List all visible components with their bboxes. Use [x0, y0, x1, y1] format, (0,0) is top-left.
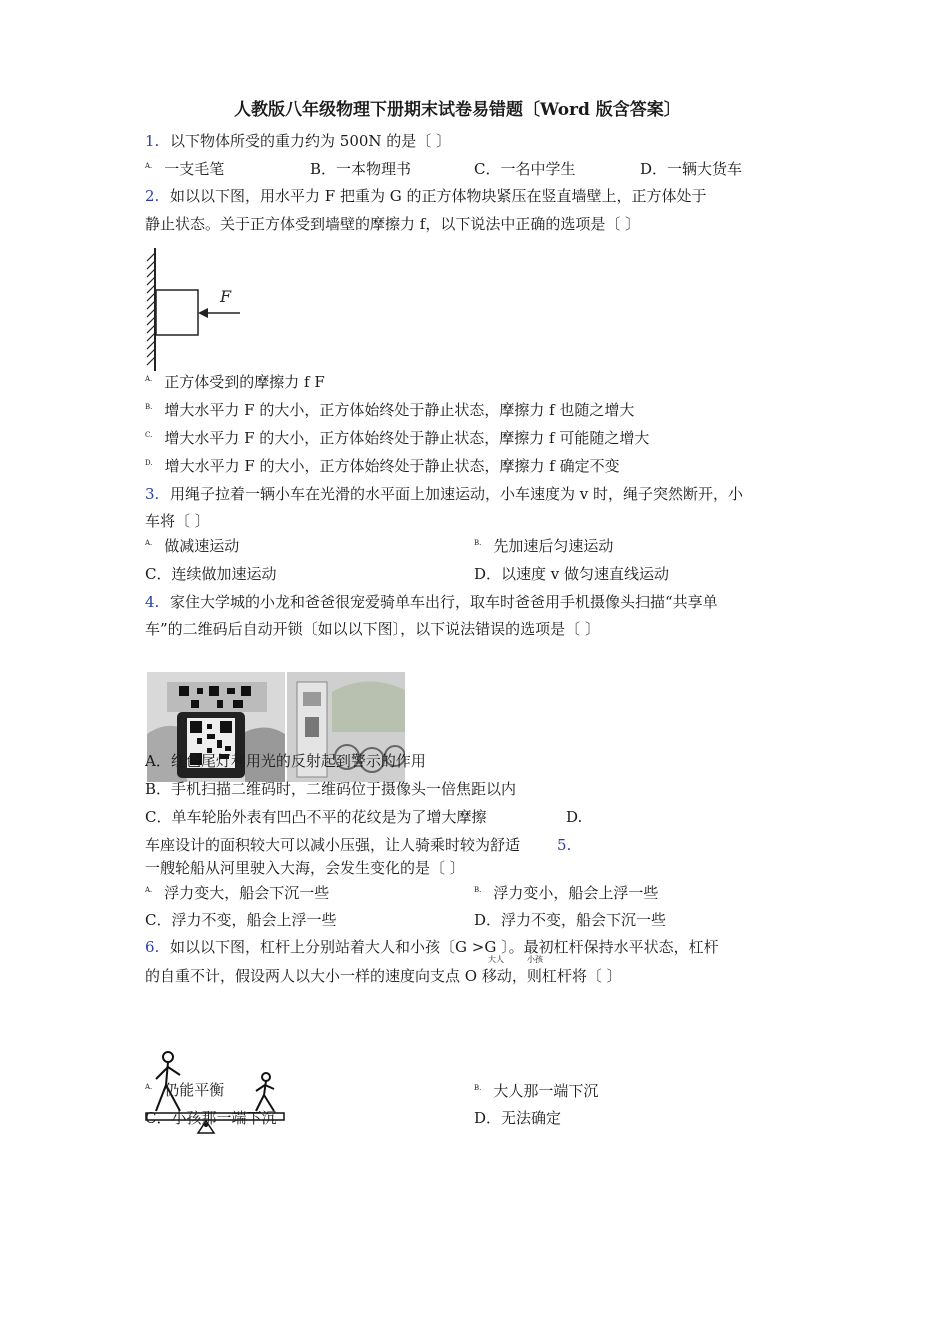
q6-stem-line2: 的自重不计，假设两人以大小一样的速度向支点 O 移动，则杠杆将〔 〕 [145, 967, 622, 985]
q6-option-b-text: 大人那一端下沉 [493, 1082, 599, 1100]
q5-stem: 一艘轮船从河里驶入大海，会发生变化的是〔 〕 [145, 859, 465, 877]
q3-option-a-label: A. [145, 539, 153, 547]
q4-stem-line1: 家住大学城的小龙和爸爸很宠爱骑单车出行，取车时爸爸用手机摄像头扫描“共享单 [170, 593, 718, 611]
q1-option-a-label: A. [145, 162, 153, 170]
q6-option-a-text: 仍能平衡 [164, 1081, 225, 1099]
q6-option-c: C．小孩那一端下沉 [145, 1109, 277, 1127]
q6-option-a [145, 1080, 224, 1100]
q4-number: 4. [145, 593, 160, 611]
q1-option-d: D．一辆大货车 [640, 160, 743, 178]
q2-option-c-text: 增大水平力 F 的大小，正方体始终处于静止状态，摩擦力 f 可能随之增大 [164, 429, 650, 447]
force-label: F [220, 287, 232, 306]
q2-option-b [145, 400, 634, 420]
q3-option-a [145, 536, 239, 556]
q3-number: 3. [145, 485, 160, 503]
q3-option-a-text: 做减速运动 [164, 537, 240, 555]
q1-option-a-text: 一支毛笔 [164, 160, 225, 178]
q1-stem: 以下物体所受的重力约为 500N 的是〔 〕 [170, 132, 452, 150]
q2-number: 2. [145, 187, 160, 205]
q6-option-b [474, 1081, 598, 1101]
q5-option-b-text: 浮力变小，船会上浮一些 [493, 884, 659, 902]
q6-option-a-label: A. [145, 1083, 153, 1091]
q4-option-a: A．红色尾灯利用光的反射起到警示的作用 [145, 752, 426, 770]
q5-option-b [474, 883, 658, 903]
q6-subscript-child: 小孩 [527, 955, 543, 964]
q5-option-d: D．浮力不变，船会下沉一些 [474, 911, 667, 929]
q5-option-a-text: 浮力变大，船会下沉一些 [164, 884, 330, 902]
q5-option-a-label: A. [145, 886, 153, 894]
q6-option-d: D．无法确定 [474, 1109, 562, 1127]
q3-option-c: C．连续做加速运动 [145, 565, 277, 583]
q3-option-b [474, 536, 613, 556]
q3-stem-line1: 用绳子拉着一辆小车在光滑的水平面上加速运动，小车速度为 v 时，绳子突然断开，小 [170, 485, 744, 503]
q4-option-b: B．手机扫描二维码时，二维码位于摄像头一倍焦距以内 [145, 780, 517, 798]
q2-option-a-text: 正方体受到的摩擦力 f F [164, 373, 325, 391]
q5-number: 5. [557, 836, 572, 854]
page-title: 人教版八年级物理下册期末试卷易错题〔Word 版含答案〕 [234, 100, 681, 120]
q6-stem-line1: 如以以下图，杠杆上分别站着大人和小孩〔G >G 〕。最初杠杆保持水平状态，杠杆 [170, 938, 719, 956]
q2-option-a [145, 372, 325, 392]
q1-option-b: B．一本物理书 [310, 160, 412, 178]
q4-stem-line2: 车”的二维码后自动开锁〔如以以下图〕，以下说法错误的选项是〔 〕 [145, 620, 600, 638]
q3-option-b-label: B. [474, 539, 482, 547]
q3-option-b-text: 先加速后匀速运动 [493, 537, 614, 555]
q2-option-a-label: A. [145, 375, 153, 383]
q6-subscript-adult: 大人 [488, 955, 504, 964]
q2-option-d-label: D. [145, 459, 153, 467]
q2-stem-line1: 如以以下图，用水平力 F 把重为 G 的正方体物块紧压在竖直墙壁上，正方体处于 [170, 187, 707, 205]
q1-number: 1. [145, 132, 160, 150]
q2-option-d-text: 增大水平力 F 的大小，正方体始终处于静止状态，摩擦力 f 确定不变 [164, 457, 620, 475]
q5-option-c: C．浮力不变，船会上浮一些 [145, 911, 337, 929]
q6-number: 6. [145, 938, 160, 956]
q5-option-a [145, 883, 329, 903]
q2-option-b-text: 增大水平力 F 的大小，正方体始终处于静止状态，摩擦力 f 也随之增大 [164, 401, 635, 419]
q2-option-c-label: C. [145, 431, 153, 439]
q4-option-c: C．单车轮胎外表有凹凸不平的花纹是为了增大摩擦 [145, 808, 487, 826]
q1-option-a [145, 159, 224, 179]
q4-option-d-text: 车座设计的面积较大可以减小压强，让人骑乘时较为舒适 [145, 836, 521, 854]
q4-option-d-label: D. [566, 808, 583, 826]
wall-block-figure [140, 245, 250, 375]
q3-option-d: D．以速度 v 做匀速直线运动 [474, 565, 670, 583]
q2-option-c [145, 428, 649, 448]
q5-option-b-label: B. [474, 886, 482, 894]
q1-option-c: C．一名中学生 [474, 160, 576, 178]
q3-stem-line2: 车将〔 〕 [145, 512, 210, 530]
q2-option-b-label: B. [145, 403, 153, 411]
q6-option-b-label: B. [474, 1084, 482, 1092]
q2-option-d [145, 456, 620, 476]
q2-stem-line2: 静止状态。关于正方体受到墙壁的摩擦力 f，以下说法中正确的选项是〔 〕 [145, 215, 641, 233]
